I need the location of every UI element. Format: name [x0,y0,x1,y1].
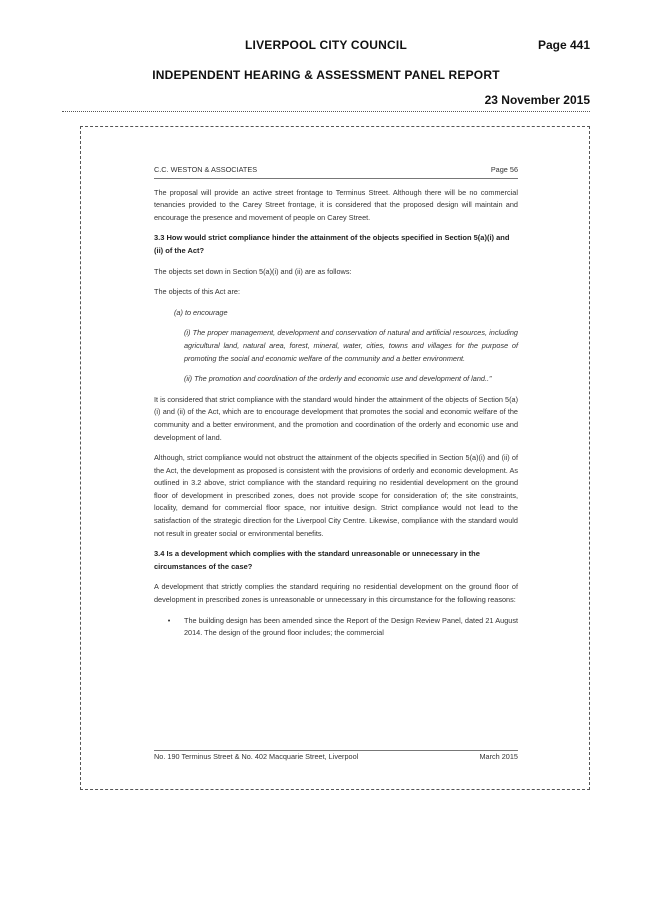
objects-of-act-paragraph: The objects of this Act are: [154,287,240,297]
document-running-header [154,164,518,179]
document-company: C.C. WESTON & ASSOCIATES [154,165,258,174]
list-item [154,615,518,640]
header-divider [62,111,590,112]
considered-paragraph: It is considered that strict compliance with the standard would hinder the attainment of the objects of Section 5(a)(i) and (ii) of the Act, which are to encourage development that promotes the social and economic welfare of the community and a better environment, and the promotion and coordination of the orderly and economic use and development of land. [154,394,518,442]
footer-address: No. 190 Terminus Street & No. 402 Macquarie Street, Liverpool [154,752,359,761]
bullet-icon: • [167,615,171,625]
embedded-document [154,164,518,646]
document-footer [154,750,518,761]
development-paragraph: A development that strictly complies the standard requiring no residential development on the ground floor of development in prescribed zones is unreasonable or unnecessary in this circumstance for the following reasons: [154,582,518,605]
section-3-4-heading: 3.4 Is a development which complies with the standard unreasonable or unnecessary in the circumstances of the case? [154,549,480,571]
list-item-text: The building design has been amended since the Report of the Design Review Panel, dated 21 August 2014. The design of the ground floor includes; the commercial [184,615,518,638]
objects-set-down-paragraph: The objects set down in Section 5(a)(i) and (ii) are as follows: [154,266,352,276]
footer-date: March 2015 [479,752,518,761]
intro-paragraph: The proposal will provide an active street frontage to Terminus Street. Although there will be no commercial tenancies provided to the Carey Street frontage, it is considered that the proposed design will maintain and encourage the presence and movement of people on Carey Street. [154,187,518,222]
section-3-3-heading: 3.3 How would strict compliance hinder the attainment of the objects specified in Section 5(a)(i) and (ii) of the Act? [154,233,510,255]
council-title: LIVERPOOL CITY COUNCIL [245,38,407,52]
page-number: Page 441 [537,38,590,52]
quote-item-ii: (ii) The promotion and coordination of the orderly and economic use and development of land..” [184,374,492,384]
report-title: INDEPENDENT HEARING & ASSESSMENT PANEL REPORT [152,68,500,82]
although-paragraph: Although, strict compliance would not obstruct the attainment of the objects specified in Section 5(a)(i) and (ii) of the Act, the development as proposed is consistent with the provisions of orderly and economic development. As outlined in 3.2 above, strict compliance with the standard requiring no residential development on the ground floor of development in prescribed zones, does not provide scope for consideration of; the site constraints, locality, demand for commercial floor space, nor intuitive design. Strict compliance would not lead to the satisfaction of the strategic direction for the Liverpool City Centre. Likewise, compliance with the standard would not result in greater social or environmental benefits. [154,453,518,538]
document-page-number: Page 56 [490,165,518,174]
quote-item-i: (i) The proper management, development and conservation of natural and artificial resources, including agricultural land, natural area, forest, mineral, water, cities, towns and villages for the purpose of promoting the social and economic welfare of the community and a better environment. [184,328,518,363]
quote-lead: (a) to encourage [174,307,228,317]
report-date: 23 November 2015 [484,93,590,107]
